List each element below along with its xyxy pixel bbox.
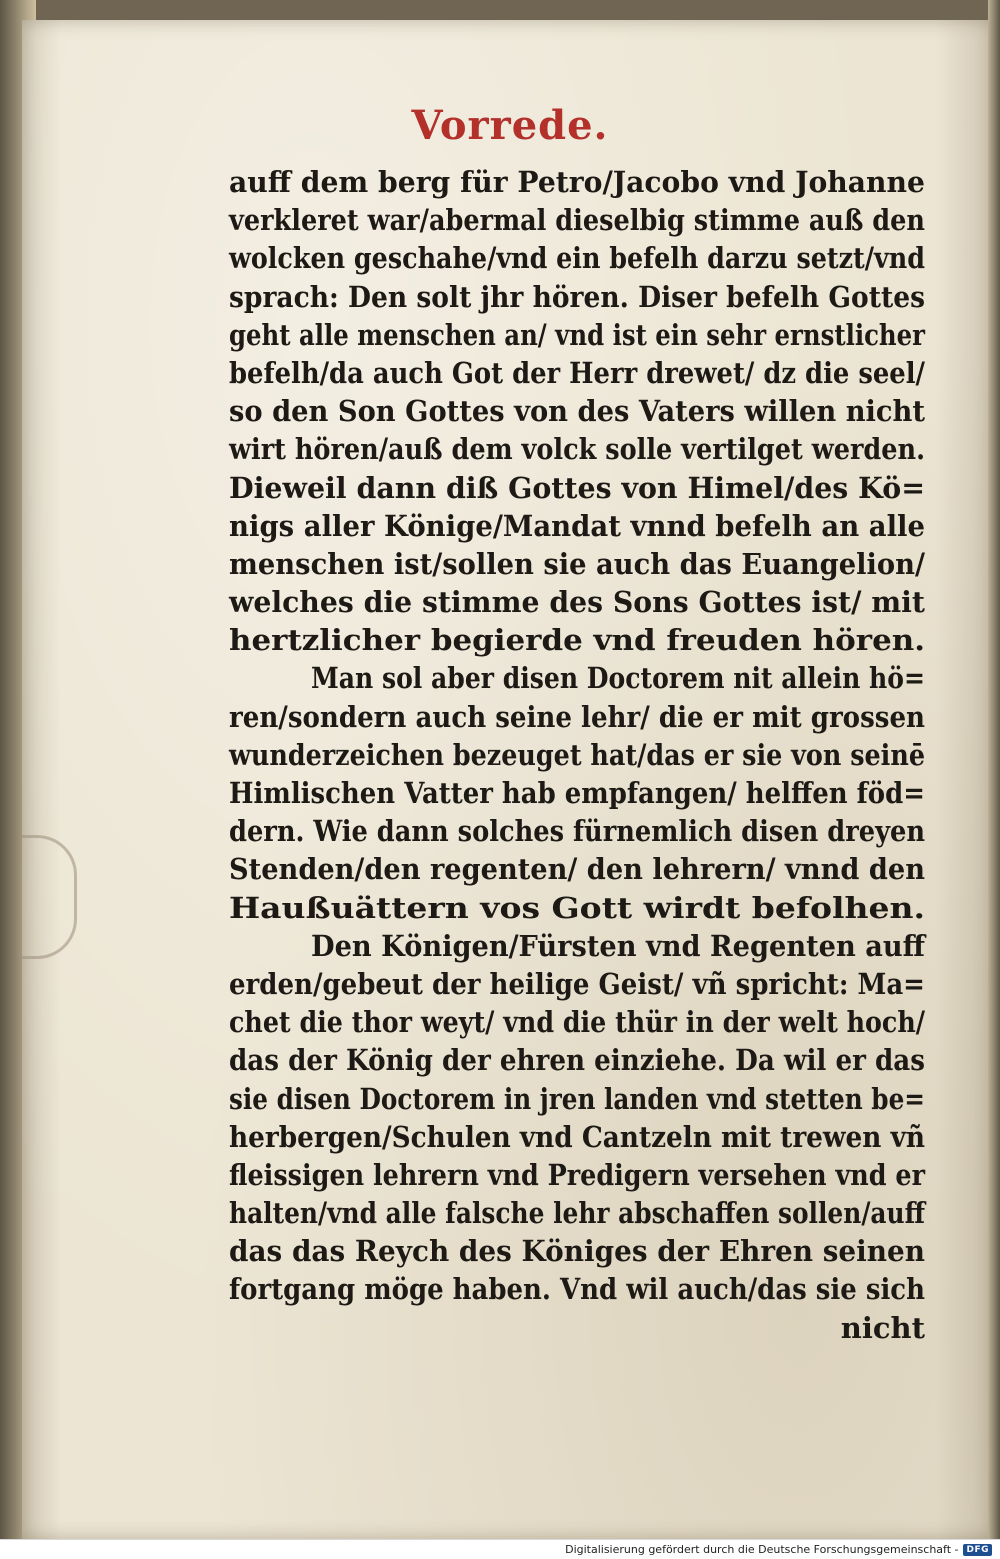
- text-line: sie disen Doctorem in jren landen vnd stetten be=: [229, 1081, 925, 1116]
- text-line: sprach: Den solt jhr hören. Diser befelh Gottes: [229, 279, 925, 314]
- text-line: Den Königen/Fürsten vnd Regenten auff: [311, 928, 925, 963]
- text-line: das der König der ehren einziehe. Da wil er das: [229, 1043, 925, 1078]
- text-line: Haußuättern vos Gott wirdt befolhen.: [229, 890, 925, 925]
- text-line: hertzlicher begierde vnd freuden hören.: [229, 623, 925, 658]
- text-line: das das Reych des Königes der Ehren seinen: [229, 1234, 925, 1269]
- text-line: Stenden/den regenten/ den lehrern/ vnnd den: [229, 852, 925, 887]
- clasp-shadow: [22, 835, 77, 959]
- text-line: fortgang möge haben. Vnd wil auch/das sie sich: [229, 1272, 925, 1307]
- text-line: befelh/da auch Got der Herr drewet/ dz die seel/: [229, 355, 925, 390]
- text-line: wolcken geschahe/vnd ein befelh darzu setzt/vnd: [229, 241, 925, 276]
- text-line: chet die thor weyt/ vnd die thür in der welt hoch/: [229, 1005, 925, 1040]
- text-line: Himlischen Vatter hab empfangen/ helffen föd=: [229, 776, 925, 810]
- text-line: geht alle menschen an/ vnd ist ein sehr ernstlicher: [229, 317, 925, 352]
- text-line: ren/sondern auch seine lehr/ die er mit grossen: [229, 699, 925, 734]
- text-line: Man sol aber disen Doctorem nit allein hö=: [311, 661, 925, 696]
- text-line: nigs aller Könige/Mandat vnnd befelh an alle: [229, 508, 925, 543]
- footer-credit: Digitalisierung gefördert durch die Deutsche Forschungsgemeinschaft -: [565, 1543, 959, 1556]
- page-right-edge: [988, 0, 1000, 1539]
- text-line: verkleret war/abermal dieselbig stimme auß den: [229, 203, 925, 238]
- text-line: wunderzeichen bezeuget hat/das er sie von seinē: [229, 737, 925, 772]
- text-line: auff dem berg für Petro/Jacobo vnd Johanne: [229, 165, 925, 199]
- text-line: wirt hören/auß dem volck solle vertilget werden.: [229, 432, 925, 467]
- text-line: dern. Wie dann solches fürnemlich disen dreyen: [229, 814, 925, 849]
- text-line: halten/vnd alle falsche lehr abschaffen sollen/auff: [229, 1196, 925, 1231]
- text-line: Dieweil dann diß Gottes von Himel/des Kö=: [229, 470, 925, 505]
- dfg-logo-icon[interactable]: DFG: [963, 1544, 992, 1556]
- text-line: fleissigen lehrern vnd Predigern versehen vnd er: [229, 1157, 925, 1192]
- body-text: [229, 163, 925, 1347]
- footer-bar: [0, 1539, 1000, 1559]
- text-line: erden/gebeut der heilige Geist/ vñ spricht: Ma=: [229, 966, 925, 1001]
- text-line: so den Son Gottes von des Vaters willen nicht: [229, 394, 925, 429]
- catchword: nicht: [840, 1310, 925, 1345]
- text-line: menschen ist/sollen sie auch das Euangelion/: [229, 546, 925, 581]
- text-line: herbergen/Schulen vnd Cantzeln mit trewen vñ: [229, 1119, 925, 1154]
- page-heading: Vorrede.: [411, 102, 609, 149]
- text-line: welches die stimme des Sons Gottes ist/ mit: [229, 585, 925, 620]
